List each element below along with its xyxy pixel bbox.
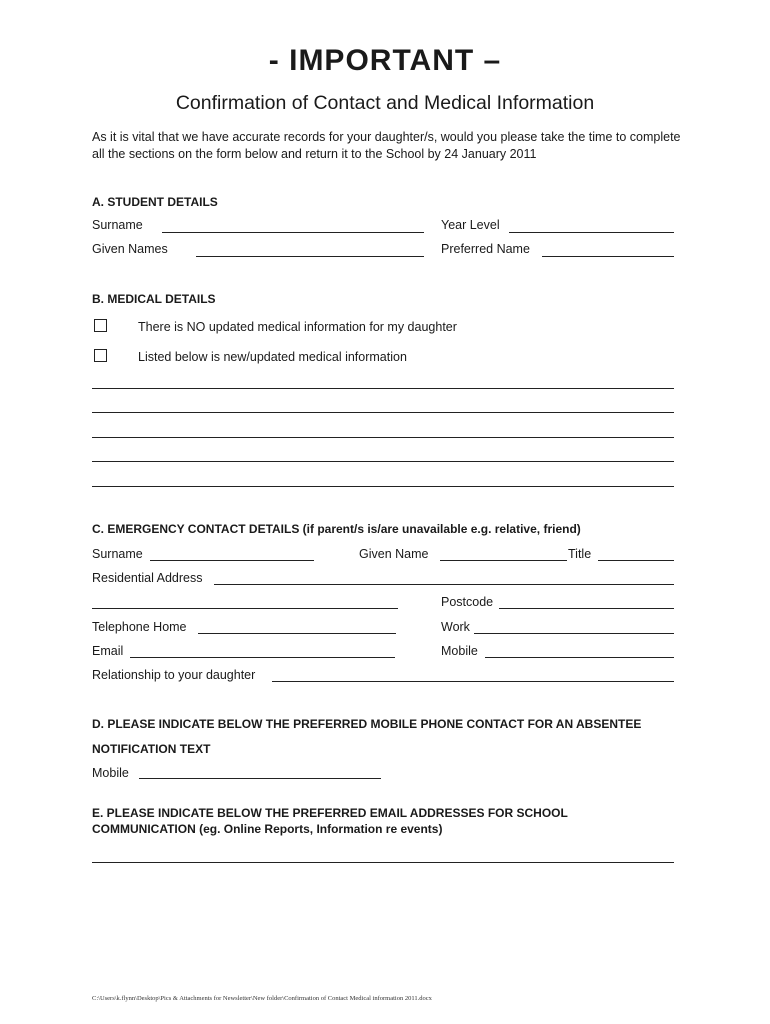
file-path-footer: C:\Users\k.flynn\Desktop\Pics & Attachments for Newsletter\New folder\Confirmation of Contact Medical information 2011.docx: [92, 995, 432, 1002]
page-title: - IMPORTANT –: [268, 44, 502, 77]
work-label: Work: [441, 620, 470, 634]
contact-given-name-label: Given Name: [359, 547, 429, 561]
email-field[interactable]: [130, 657, 395, 658]
postcode-field[interactable]: [499, 608, 674, 609]
given-names-label: Given Names: [92, 242, 168, 256]
intro-text: As it is vital that we have accurate records for your daughter/s, would you please take the time to complete all the sections on the form below and return it to the School by 24 January 2011: [92, 130, 681, 161]
work-field[interactable]: [474, 633, 674, 634]
postcode-label: Postcode: [441, 595, 494, 609]
residential-address-label: Residential Address: [92, 571, 203, 585]
given-names-field[interactable]: [196, 256, 424, 257]
medical-info-line-1[interactable]: [92, 388, 674, 389]
contact-given-name-field[interactable]: [440, 560, 567, 561]
mobile-field[interactable]: [485, 657, 674, 658]
email-addresses-field[interactable]: [92, 862, 674, 863]
medical-info-line-3[interactable]: [92, 437, 674, 438]
email-label: Email: [92, 644, 124, 658]
no-update-checkbox[interactable]: [94, 319, 107, 332]
contact-surname-label: Surname: [92, 547, 143, 561]
student-surname-label: Surname: [92, 218, 143, 232]
medical-info-line-4[interactable]: [92, 461, 674, 462]
preferred-name-field[interactable]: [542, 256, 674, 257]
year-level-label: Year Level: [441, 218, 500, 232]
section-c-heading: C. EMERGENCY CONTACT DETAILS (if parent/s is/are unavailable e.g. relative, friend): [92, 522, 581, 536]
student-surname-field[interactable]: [162, 232, 424, 233]
contact-title-field[interactable]: [598, 560, 674, 561]
section-e-heading-2: COMMUNICATION (eg. Online Reports, Information re events): [92, 822, 443, 836]
updated-info-label: Listed below is new/updated medical information: [138, 350, 407, 364]
section-d-heading-2: NOTIFICATION TEXT: [92, 742, 211, 756]
preferred-name-label: Preferred Name: [441, 242, 530, 256]
residential-address-field-2[interactable]: [92, 608, 398, 609]
section-a-heading: A. STUDENT DETAILS: [92, 195, 218, 209]
section-d-heading: D. PLEASE INDICATE BELOW THE PREFERRED MOBILE PHONE CONTACT FOR AN ABSENTEE: [92, 717, 642, 731]
page-subtitle: Confirmation of Contact and Medical Information: [175, 92, 595, 114]
section-e-heading: E. PLEASE INDICATE BELOW THE PREFERRED EMAIL ADDRESSES FOR SCHOOL: [92, 806, 568, 820]
relationship-field[interactable]: [272, 681, 674, 682]
contact-title-label: Title: [568, 547, 592, 561]
relationship-label: Relationship to your daughter: [92, 668, 256, 682]
absentee-mobile-field[interactable]: [139, 778, 381, 779]
absentee-mobile-label: Mobile: [92, 766, 129, 780]
residential-address-field[interactable]: [214, 584, 674, 585]
mobile-label: Mobile: [441, 644, 478, 658]
medical-info-line-2[interactable]: [92, 412, 674, 413]
contact-surname-field[interactable]: [150, 560, 314, 561]
section-b-heading: B. MEDICAL DETAILS: [92, 292, 216, 306]
updated-info-checkbox[interactable]: [94, 349, 107, 362]
telephone-home-label: Telephone Home: [92, 620, 187, 634]
no-update-label: There is NO updated medical information for my daughter: [138, 320, 457, 334]
medical-info-line-5[interactable]: [92, 486, 674, 487]
telephone-home-field[interactable]: [198, 633, 396, 634]
year-level-field[interactable]: [509, 232, 674, 233]
